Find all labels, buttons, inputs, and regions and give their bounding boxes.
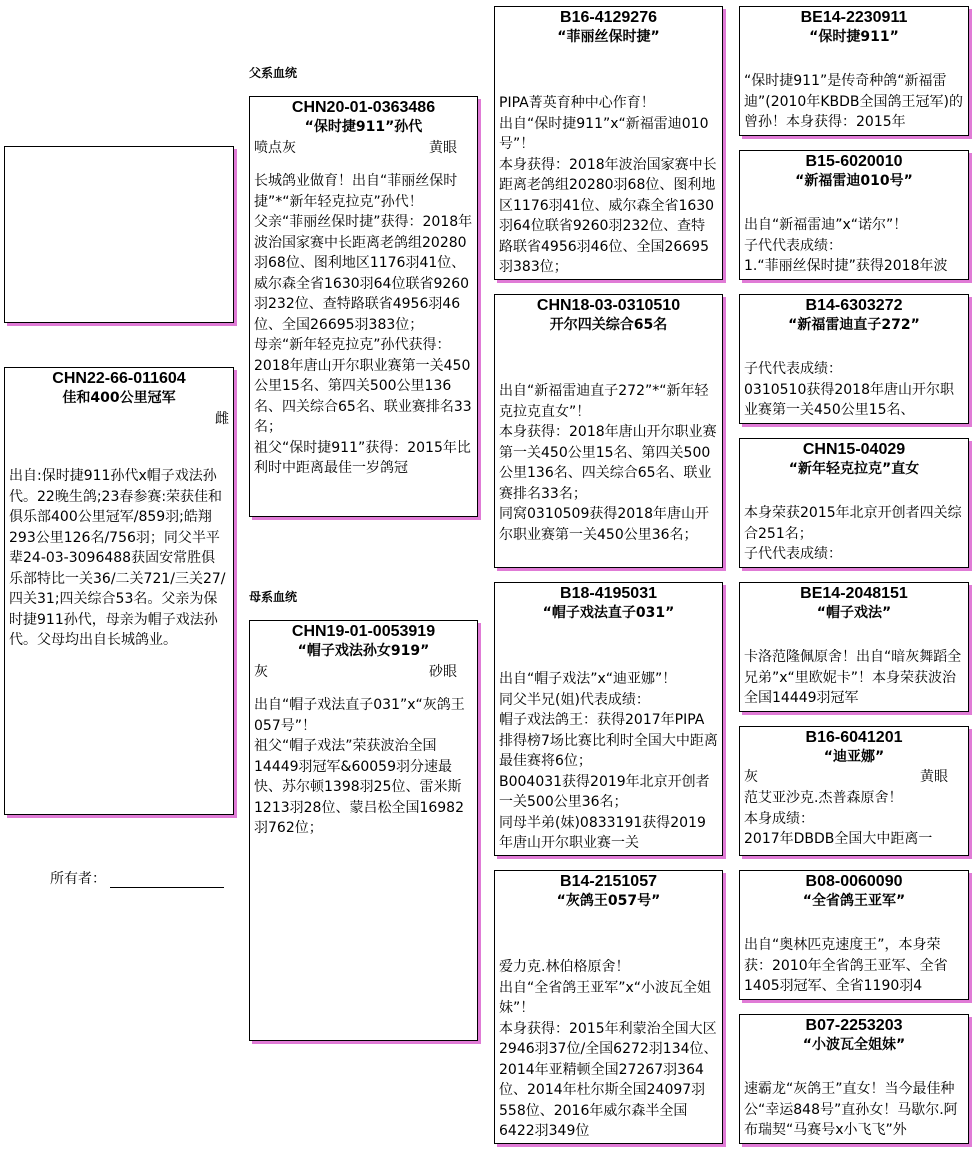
ggp-ring: B07-2253203 [805, 1017, 903, 1034]
ggp-card [739, 582, 969, 712]
owner-line[interactable] [110, 873, 224, 888]
ggp-color: 灰 [744, 769, 758, 785]
gp-card [494, 870, 723, 1144]
maternal-label: 母系血统 [249, 590, 298, 604]
ggp-text: 卡洛范隆佩原舍！出自“暗灰舞蹈全兄弟”x“里欧妮卡”！本身荣获波治全国14449羽冠军 [744, 649, 962, 706]
ggp-text: 出自“奥林匹克速度王”，本身荣获：2010年全省鸽王亚军、全省1405羽冠军、全省1190羽4 [744, 937, 948, 994]
ggp-text: 本身荣获2015年北京开创者四关综合251名； 子代代表成绩： [744, 505, 962, 562]
ggp-name: “新年轻克拉克”直女 [788, 461, 920, 477]
gp-ring: B16-4129276 [560, 9, 657, 26]
owner-field [50, 868, 224, 888]
subject-card [4, 367, 234, 815]
photo-box [4, 146, 234, 323]
dam-name: “帽子戏法孙女919” [297, 643, 430, 659]
dam-ring: CHN19-01-0053919 [291, 623, 436, 640]
dam-card [249, 620, 478, 1041]
ggp-card [739, 870, 969, 1000]
gp-text: 爱力克.林伯格原舍！ 出自“全省鸽王亚军”x“小波瓦全姐妹”！ 本身获得：2015年利蒙治全国大区2946羽37位/全国6272羽134位、2014年亚精顿全国27267羽364位、2014年杜尔斯全国24097羽558位、2016年威尔森半全国6422羽349位 [499, 959, 718, 1139]
ggp-ring: B08-0060090 [805, 873, 903, 890]
gp-card [494, 294, 723, 568]
ggp-ring: B15-6020010 [805, 153, 903, 170]
sire-ring: CHN20-01-0363486 [291, 99, 436, 116]
gp-name: “帽子戏法直子031” [542, 605, 675, 621]
ggp-name: “新福雷迪010号” [795, 173, 913, 189]
owner-label: 所有者： [50, 871, 106, 887]
ggp-text: 出自“新福雷迪”x“诺尔”！ 子代代表成绩： 1.“菲丽丝保时捷”获得2018年波 [744, 217, 948, 274]
subject-name: 佳和400公里冠军 [62, 390, 176, 406]
ggp-card [739, 438, 969, 568]
ggp-eye: 黄眼 [920, 769, 948, 785]
ggp-text: 子代代表成绩： 0310510获得2018年唐山开尔职业赛第一关450公里15名、 [744, 361, 954, 418]
gp-card [494, 6, 723, 280]
ggp-card [739, 726, 969, 856]
gp-name: “菲丽丝保时捷” [557, 29, 660, 45]
sire-card [249, 96, 478, 517]
gp-name: 开尔四关综合65名 [549, 317, 668, 333]
sire-color: 喷点灰 [254, 140, 296, 156]
ggp-name: “保时捷911” [809, 29, 899, 45]
gp-ring: B14-2151057 [560, 873, 657, 890]
subject-text: 出自:保时捷911孙代x帽子戏法孙代。22晚生鸽;23春参赛:荣获佳和俱乐部400公里冠军/859羽;皓翔293公里126名/756羽；同父半平辈24-03-3096488获固安常胜俱乐部特比一关36/二关721/三关27/四关31;四关综合53名。父亲为保时捷911孙代，母亲为帽子戏法孙代。父母均出自长城鸽业。 [9, 468, 226, 648]
ggp-card [739, 294, 969, 424]
gp-name: “灰鸽王057号” [556, 893, 661, 909]
gp-text: 出自“新福雷迪直子272”*“新年轻克拉克直女”！ 本身获得：2018年唐山开尔职业赛第一关450公里15名、第四关500公里136名、四关综合65名、联业赛排名33名； 同窝0310509获得2018年唐山开尔职业赛第一关450公里36名； [499, 383, 717, 543]
ggp-name: “迪亚娜” [823, 749, 885, 765]
ggp-ring: BE14-2230911 [800, 9, 908, 26]
sire-eye: 黄眼 [429, 140, 457, 156]
ggp-text: 范艾亚沙克.杰普森原舍！ 本身成绩： 2017年DBDB全国大中距离一 [744, 790, 933, 847]
paternal-label: 父系血统 [249, 66, 298, 80]
ggp-ring: B16-6041201 [805, 729, 903, 746]
ggp-text: “保时捷911”是传奇种鸽“新福雷迪”(2010年KBDB全国鸽王冠军)的曾孙！本身获得：2015年 [744, 73, 963, 130]
ggp-card [739, 1014, 969, 1144]
ggp-name: “新福雷迪直子272” [788, 317, 920, 333]
gp-ring: B18-4195031 [560, 585, 657, 602]
dam-color: 灰 [254, 664, 268, 680]
gp-ring: CHN18-03-0310510 [536, 297, 681, 314]
ggp-name: “帽子戏法” [816, 605, 892, 621]
subject-ring: CHN22-66-011604 [52, 370, 186, 387]
ggp-ring: BE14-2048151 [800, 585, 908, 602]
sire-text: 长城鸽业做育！出自“菲丽丝保时捷”*“新年轻克拉克”孙代！ 父亲“菲丽丝保时捷”获得：2018年波治国家赛中长距离老鸽组20280羽68位、图利地区1176羽41位、威尔森全省1630羽64位联省9260羽232位、查特路联省4956羽46位、全国26695羽383位； 母亲“新年轻克拉克”孙代获得：2018年唐山开尔职业赛第一关450公里15名、第四关500公里136名、四关综合65名、联业赛排名33名； 祖父“保时捷911”获得：2015年比利时中距离最佳一岁鸽冠 [254, 173, 473, 476]
ggp-ring: B14-6303272 [805, 297, 903, 314]
ggp-ring: CHN15-04029 [802, 441, 906, 458]
dam-text: 出自“帽子戏法直子031”x“灰鸽王057号”！ 祖父“帽子戏法”荣获波治全国14449羽冠军&60059羽分速最快、苏尔顿1398羽25位、雷米斯1213羽28位、蒙吕松全国16982羽762位； [254, 697, 465, 836]
gp-text: PIPA菁英育种中心作育！ 出自“保时捷911”x“新福雷迪010号”！ 本身获得：2018年波治国家赛中长距离老鸽组20280羽68位、图利地区1176羽41位、威尔森全省1630羽64位联省9260羽232位、查特路联省4956羽46位、全国26695羽383位； [499, 95, 717, 275]
sire-name: “保时捷911”孙代 [304, 119, 423, 135]
gp-text: 出自“帽子戏法”x“迪亚娜”！ 同父半兄(姐)代表成绩： 帽子戏法鸽王：获得2017年PIPA排得榜7场比赛比利时全国大中距离最佳赛将6位； B004031获得2019年北京开创者一关500公里36名； 同母半弟(妹)0833191获得2019年唐山开尔职业赛一关 [499, 671, 718, 851]
ggp-text: 速霸龙“灰鸽王”直女！当今最佳种公“幸运848号”直孙女！马歇尔.阿布瑞契“马赛号x小飞飞”外 [744, 1081, 958, 1138]
ggp-name: “全省鸽王亚军” [802, 893, 906, 909]
ggp-name: “小波瓦全姐妹” [802, 1037, 906, 1053]
dam-eye: 砂眼 [429, 664, 457, 680]
subject-sex: 雌 [215, 411, 229, 427]
gp-card [494, 582, 723, 856]
ggp-card [739, 6, 969, 136]
ggp-card [739, 150, 969, 280]
